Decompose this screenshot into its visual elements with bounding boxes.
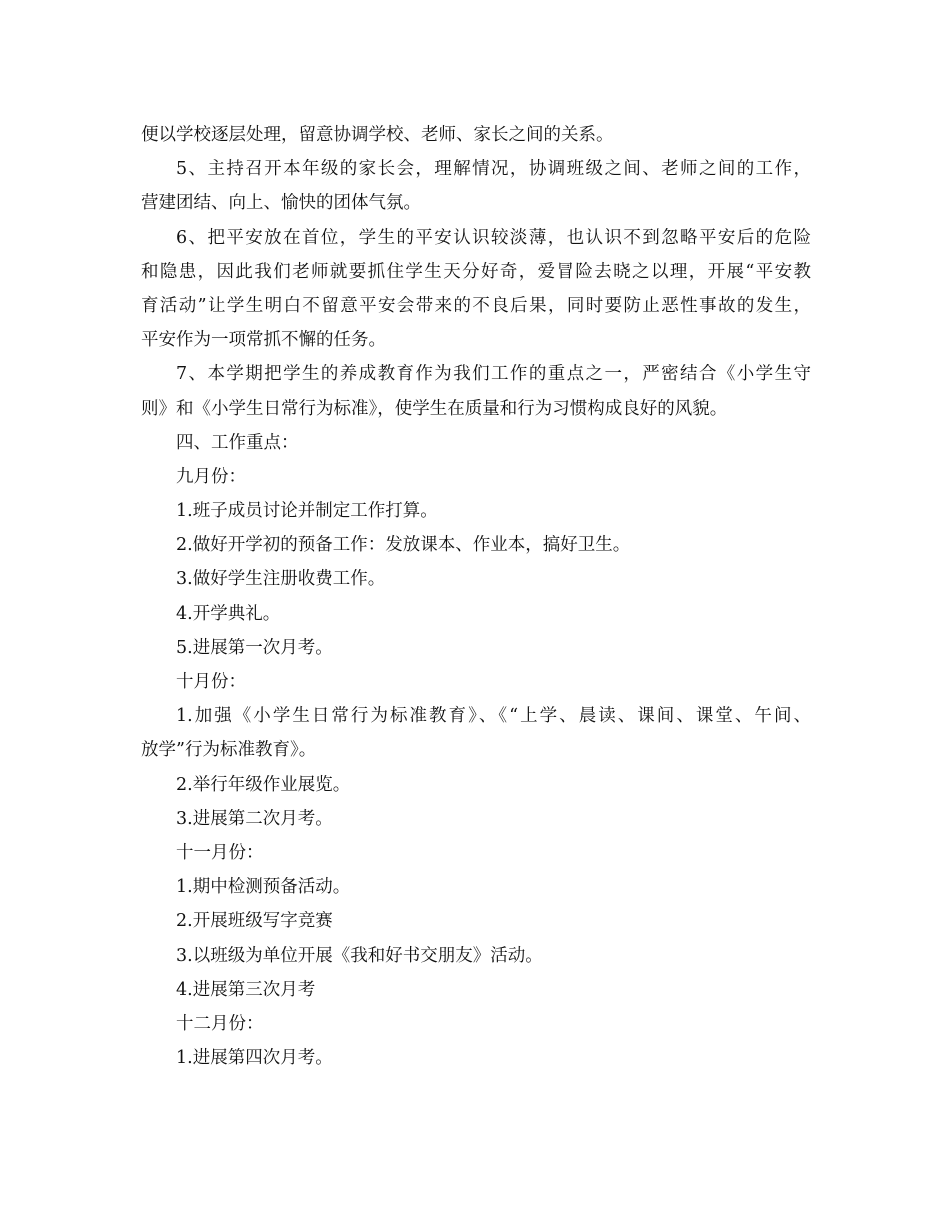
text-line: 5、主持召开本年级的家长会，理解情况，协调班级之间、老师之间的工作， bbox=[176, 159, 811, 180]
text-line: 1.加强《小学生日常行为标准教育》、《“上学、晨读、课间、课堂、午间、 bbox=[176, 706, 811, 727]
text-line: 3.以班级为单位开展《我和好书交朋友》活动。 bbox=[176, 945, 543, 966]
text-line: 5.进展第一次月考。 bbox=[176, 637, 333, 658]
document-body bbox=[141, 118, 811, 1075]
text-line: 九月份： bbox=[176, 466, 246, 487]
text-line: 平安作为一项常抓不懈的任务。 bbox=[141, 330, 386, 351]
text-line: 和隐患，因此我们老师就要抓住学生天分好奇，爱冒险去晓之以理，开展“平安教 bbox=[141, 261, 811, 282]
text-line: 3.做好学生注册收费工作。 bbox=[176, 569, 386, 590]
text-line: 营建团结、向上、愉快的团体气氛。 bbox=[141, 193, 421, 214]
text-line: 1.期中检测预备活动。 bbox=[176, 877, 351, 898]
text-line: 十二月份： bbox=[176, 1013, 264, 1034]
text-line: 4.开学典礼。 bbox=[176, 603, 281, 624]
text-line: 则》和《小学生日常行为标准》，使学生在质量和行为习惯构成良好的风貌。 bbox=[141, 398, 728, 419]
text-line: 1.班子成员讨论并制定工作打算。 bbox=[176, 501, 438, 522]
text-line: 2.开展班级写字竞赛 bbox=[176, 911, 333, 932]
text-line: 育活动”让学生明白不留意平安会带来的不良后果，同时要防止恶性事故的发生， bbox=[141, 295, 811, 316]
text-line: 十一月份： bbox=[176, 842, 264, 863]
text-line: 2.举行年级作业展览。 bbox=[176, 774, 351, 795]
text-line: 四、工作重点： bbox=[176, 432, 299, 453]
text-line: 4.进展第三次月考 bbox=[176, 979, 316, 1000]
text-line: 放学”行为标准教育》。 bbox=[141, 740, 317, 761]
text-line: 7、本学期把学生的养成教育作为我们工作的重点之一，严密结合《小学生守 bbox=[176, 364, 811, 385]
text-line: 2.做好开学初的预备工作：发放课本、作业本，搞好卫生。 bbox=[176, 535, 631, 556]
text-line: 6、把平安放在首位，学生的平安认识较淡薄，也认识不到忽略平安后的危险 bbox=[176, 227, 811, 248]
text-line: 便以学校逐层处理，留意协调学校、老师、家长之间的关系。 bbox=[141, 125, 614, 145]
text-line: 3.进展第二次月考。 bbox=[176, 808, 333, 829]
text-line: 十月份： bbox=[176, 672, 246, 692]
text-line: 1.进展第四次月考。 bbox=[176, 1048, 333, 1069]
